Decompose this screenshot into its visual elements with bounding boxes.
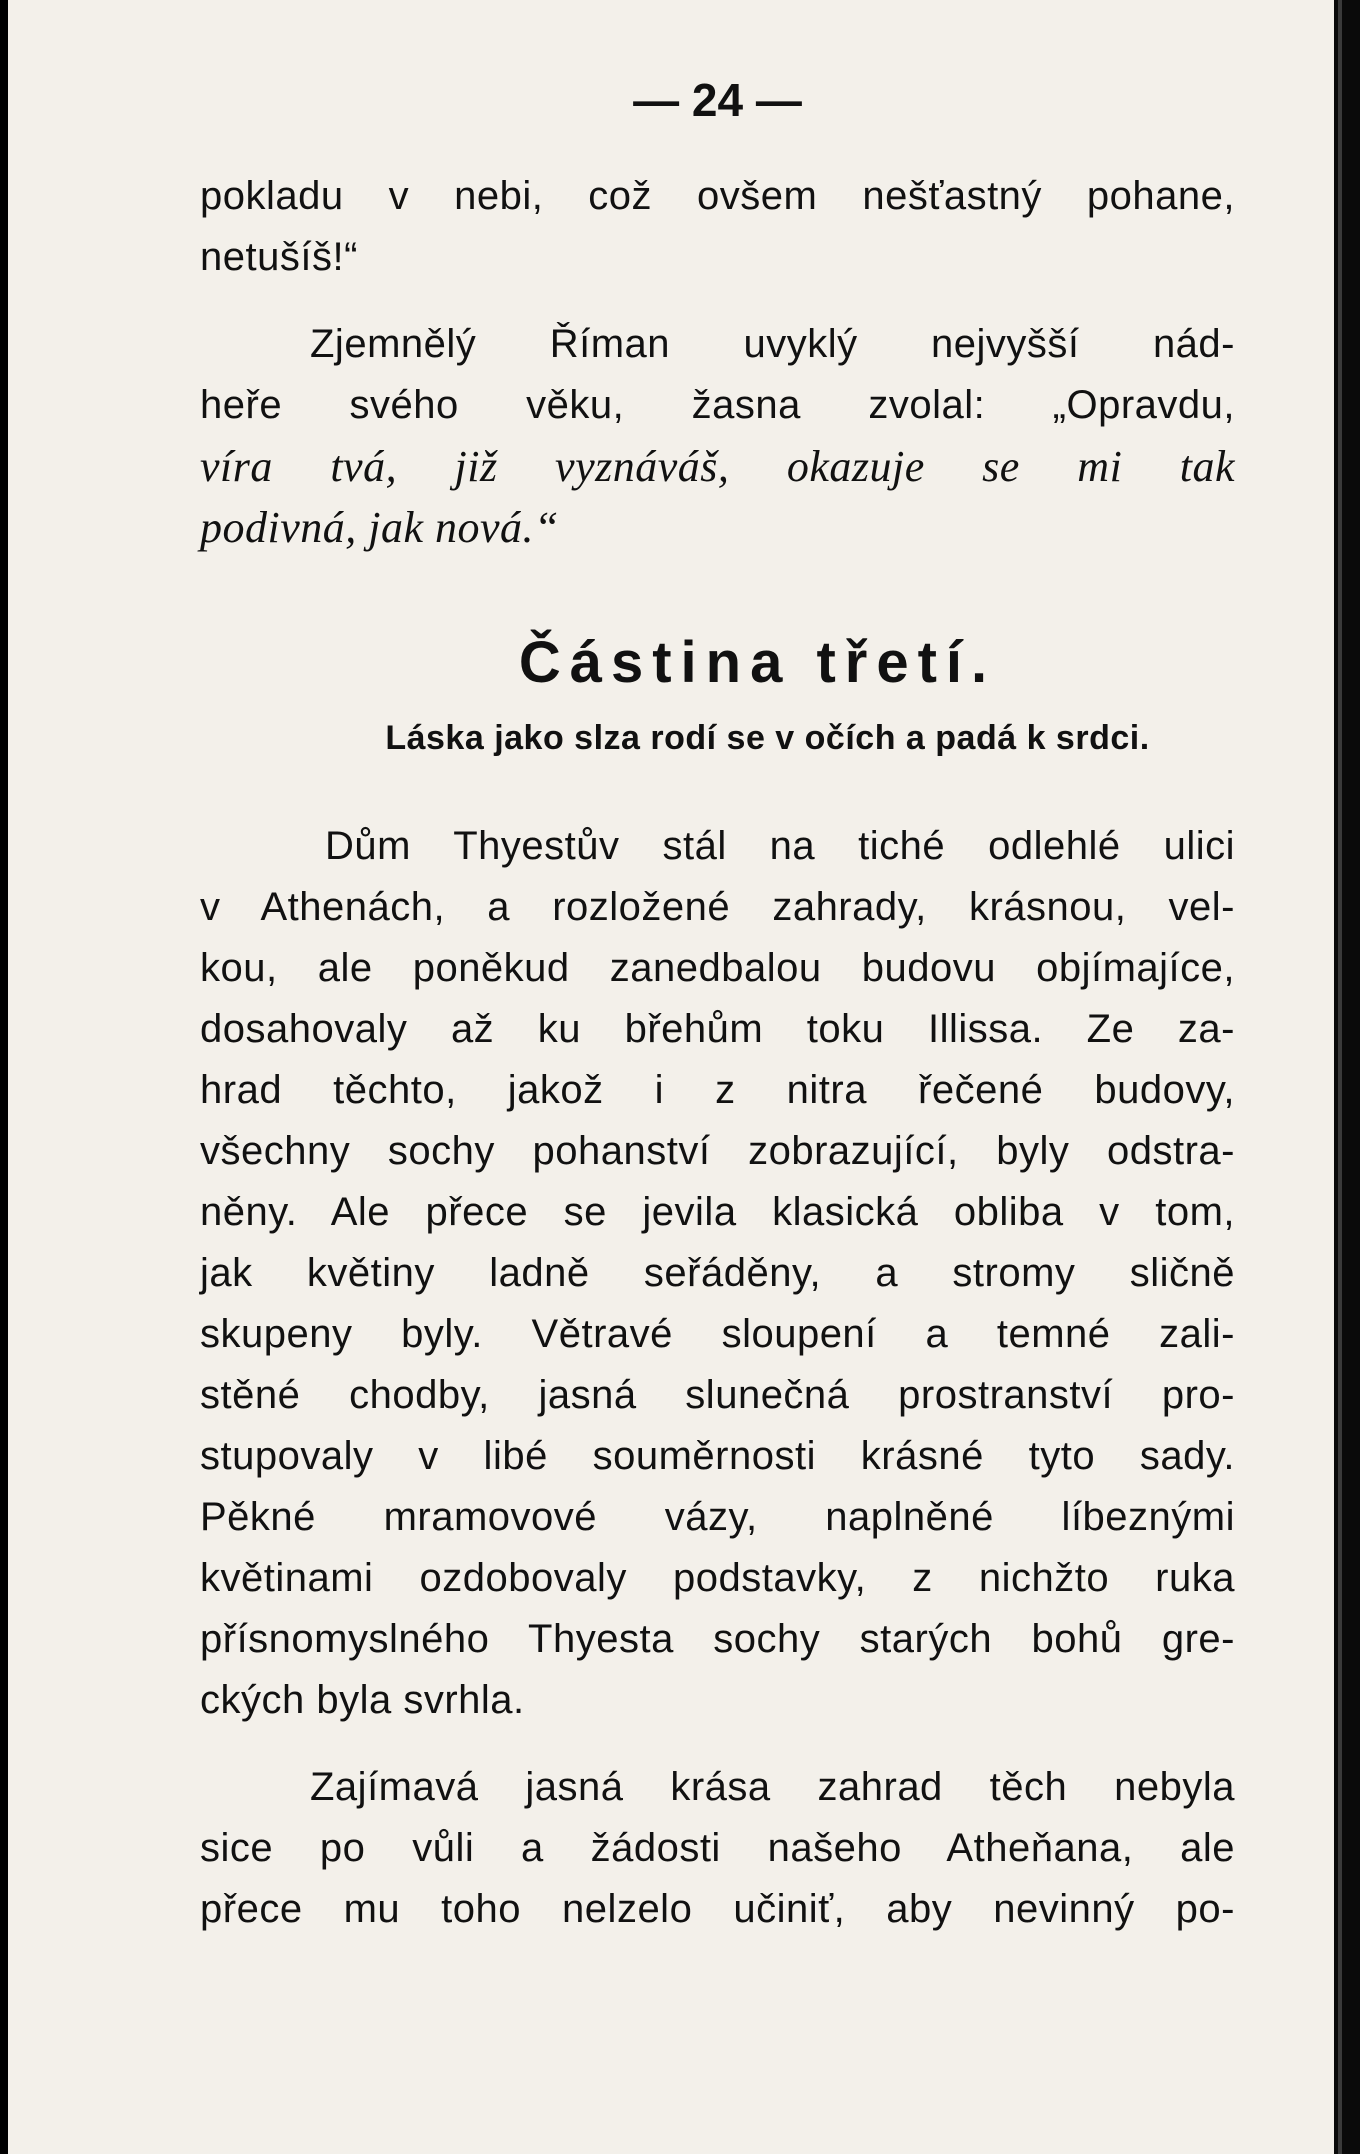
text-line: dosahovaly až ku břehům toku Illissa. Ze za- [200, 1007, 1235, 1051]
text-line: přece mu toho nelzelo učiniť, aby nevinný po- [200, 1887, 1235, 1931]
chapter-title: Částina třetí. [518, 630, 997, 695]
text-line: Zjemnělý Říman uvyklý nejvyšší nád- [310, 322, 1235, 366]
paragraph-3 [200, 816, 1235, 1731]
text-line: heře svého věku, žasna zvolal: „Opravdu, [200, 383, 1235, 427]
text-line: skupeny byly. Větravé sloupení a temné zali- [200, 1312, 1235, 1356]
text-line: ckých byla svrhla. [200, 1678, 525, 1722]
chapter-subtitle: Láska jako slza rodí se v očích a padá k srdci. [385, 719, 1150, 757]
page-content [200, 60, 1235, 1940]
text-line: přísnomyslného Thyesta sochy starých bohů gre- [200, 1617, 1235, 1661]
text-line: něny. Ale přece se jevila klasická obliba v tom, [200, 1190, 1235, 1234]
text-line: stěné chodby, jasná slunečná prostranství pro- [200, 1373, 1235, 1417]
paragraph-4 [200, 1757, 1235, 1940]
page-edge-line [1338, 0, 1342, 2154]
paragraph-1 [200, 166, 1235, 288]
text-line: Dům Thyestův stál na tiché odlehlé ulici [325, 824, 1235, 868]
paragraph-2 [200, 314, 1235, 558]
text-line: podivná, jak nová.“ [200, 503, 560, 552]
text-line: Zajímavá jasná krása zahrad těch nebyla [310, 1765, 1235, 1809]
text-line: stupovaly v libé souměrnosti krásné tyto sady. [200, 1434, 1235, 1478]
text-line: pokladu v nebi, což ovšem nešťastný pohane, [200, 174, 1235, 218]
text-line: jak květiny ladně seřáděny, a stromy sličně [200, 1251, 1235, 1295]
page-number: — 24 — [633, 74, 802, 126]
text-line: Pěkné mramovové vázy, naplněné líbeznými [200, 1495, 1235, 1539]
text-line: kou, ale poněkud zanedbalou budovu objímajíce, [200, 946, 1235, 990]
text-line: sice po vůli a žádosti našeho Atheňana, ale [200, 1826, 1235, 1870]
text-line: netušíš!“ [200, 235, 358, 279]
text-line: v Athenách, a rozložené zahrady, krásnou, vel- [200, 885, 1235, 929]
text-line: všechny sochy pohanství zobrazující, byly odstra- [200, 1129, 1235, 1173]
text-line: hrad těchto, jakož i z nitra řečené budovy, [200, 1068, 1235, 1112]
text-line: víra tvá, již vyznáváš, okazuje se mi tak [200, 442, 1235, 491]
text-line: květinami ozdobovaly podstavky, z nichžto ruka [200, 1556, 1235, 1600]
